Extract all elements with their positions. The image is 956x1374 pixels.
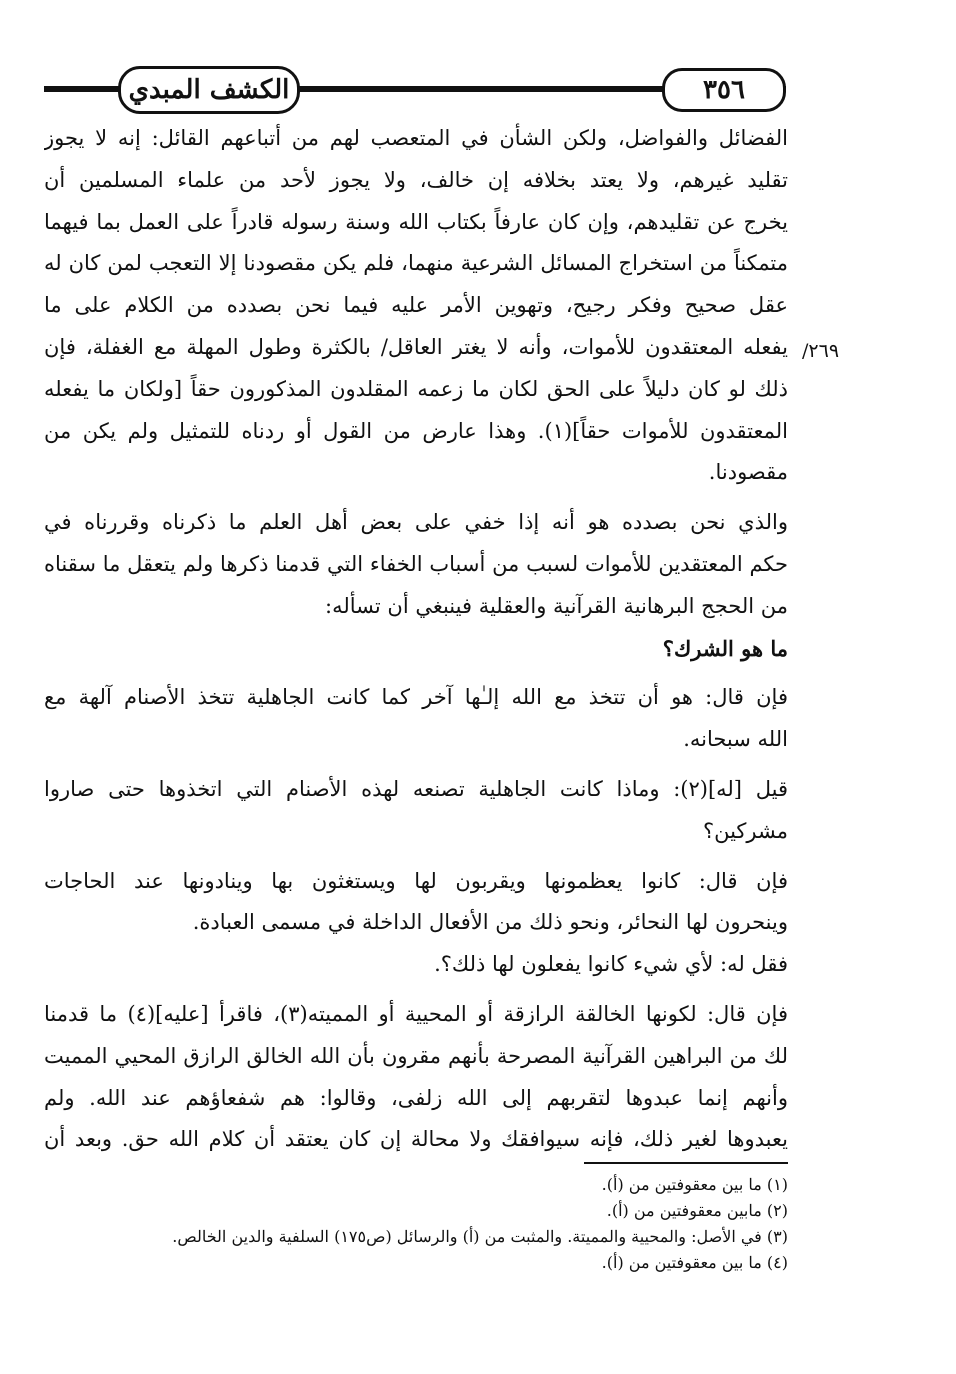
text-line: لك من البراهين القرآنية المصرحة بأنهم مقرون بأن الله الخالق الرازق المحيي المميت bbox=[44, 1043, 788, 1068]
text-line: المعتقدون للأموات حقاً](١). وهذا عارض من القول أو ردناه للتمثيل ولم يكن من bbox=[44, 418, 788, 443]
text-line: ذلك لو كان دليلاً على الحق لكان ما زعمه المقلدون المذكورون حقاً [ولكان ما يفعله bbox=[44, 376, 788, 401]
text-line: تقليد غيرهم، ولا يعتد بخلافه إن خالف، ولا يجوز لأحد من علماء المسلمين أن bbox=[44, 167, 788, 192]
text-line: يفعله المعتقدون للأموات، وأنه لا يغتر العاقل/ بالكثرة وطول المهلة مع الغفلة، فإن bbox=[44, 334, 788, 359]
text-line: مقصودنا. bbox=[708, 460, 788, 485]
text-line: وينحرون لها النحائر، ونحو ذلك من الأفعال الداخلة في مسمى العبادة. bbox=[192, 910, 788, 935]
main-text bbox=[44, 118, 788, 1161]
text-line: قيل [له](٢): وماذا كانت الجاهلية تصنعه لهذه الأصنام التي اتخذوها حتى صاروا bbox=[44, 776, 788, 801]
text-line: عقل صحيح وفكر رجيح، وتهوين الأمر عليه فيما نحن بصدده من الكلام على ما bbox=[44, 293, 788, 318]
text-line: وأنهم إنما عبدوها لتقربهم إلى الله زلفى، وقالوا: هم شفعاؤهم عند الله. ولم bbox=[44, 1085, 788, 1110]
section-heading: ما هو الشرك؟ bbox=[662, 635, 788, 661]
footnote-rule bbox=[584, 1162, 788, 1164]
margin-page-reference: ٢٦٩/ bbox=[802, 340, 840, 362]
footnotes bbox=[44, 1172, 788, 1276]
book-title: الكشف المبدي bbox=[118, 66, 300, 114]
text-line: فإن قال: كانوا يعظمونها ويقربون لها ويستغثون بها وينادونها عند الحاجات bbox=[44, 868, 788, 893]
footnote: (١) ما بين معقوفتين من (أ). bbox=[601, 1175, 788, 1194]
text-line: يخرج عن تقليدهم، وإن كان عارفاً بكتاب الله وسنة رسوله قادراً على العمل بما فيهما bbox=[44, 209, 788, 234]
text-line: فإن قال: هو أن تتخذ مع الله إلـٰها آخر كما كانت الجاهلية تتخذ الأصنام آلهة مع bbox=[44, 685, 788, 710]
footnote: (٤) ما بين معقوفتين من (أ). bbox=[601, 1253, 788, 1272]
footnote: (٣) في الأصل: والمحيية والمميتة. والمثبت من (أ) والرسائل (ص١٧٥) السلفية والدين الخالص. bbox=[172, 1227, 788, 1246]
text-line: الفضائل والفواضل، ولكن الشأن في المتعصب لهم من أتباعهم القائل: إنه لا يجوز bbox=[44, 126, 788, 150]
text-line: فقل له: لأي شيء كانوا يفعلون لها ذلك؟. bbox=[434, 952, 788, 977]
text-line: من الحجج البرهانية القرآنية والعقلية فينبغي أن تسأله: bbox=[325, 593, 788, 618]
text-line: والذي نحن بصدده هو أنه إذا خفي على بعض أهل العلم ما ذكرناه وقررناه في bbox=[44, 510, 788, 535]
text-line: يعبدوها لغير ذلك، فإنه سيوافقك ولا محالة إن كان يعتقد أن كلام الله حق. وبعد أن bbox=[44, 1127, 788, 1152]
text-line: مشركين؟ bbox=[702, 818, 788, 843]
text-line: متمكناً من استخراج المسائل الشرعية منهما، فلم يكن مقصودنا إلا التعجب لمن كان له bbox=[44, 251, 788, 276]
footnote: (٢) مابين معقوفتين من (أ). bbox=[606, 1201, 788, 1220]
text-line: حكم المعتقدين للأموات لسبب من أسباب الخفاء التي قدمنا ذكرها ولم يتعقل ما سقناه bbox=[44, 551, 788, 576]
text-line: الله سبحانه. bbox=[683, 727, 788, 752]
page-number: ٣٥٦ bbox=[662, 68, 786, 112]
text-line: فإن قال: لكونها الخالقة الرازقة أو المحيية أو المميته(٣)، فاقرأ [عليه](٤) ما قدمنا bbox=[44, 1001, 788, 1026]
page-header bbox=[44, 64, 786, 114]
